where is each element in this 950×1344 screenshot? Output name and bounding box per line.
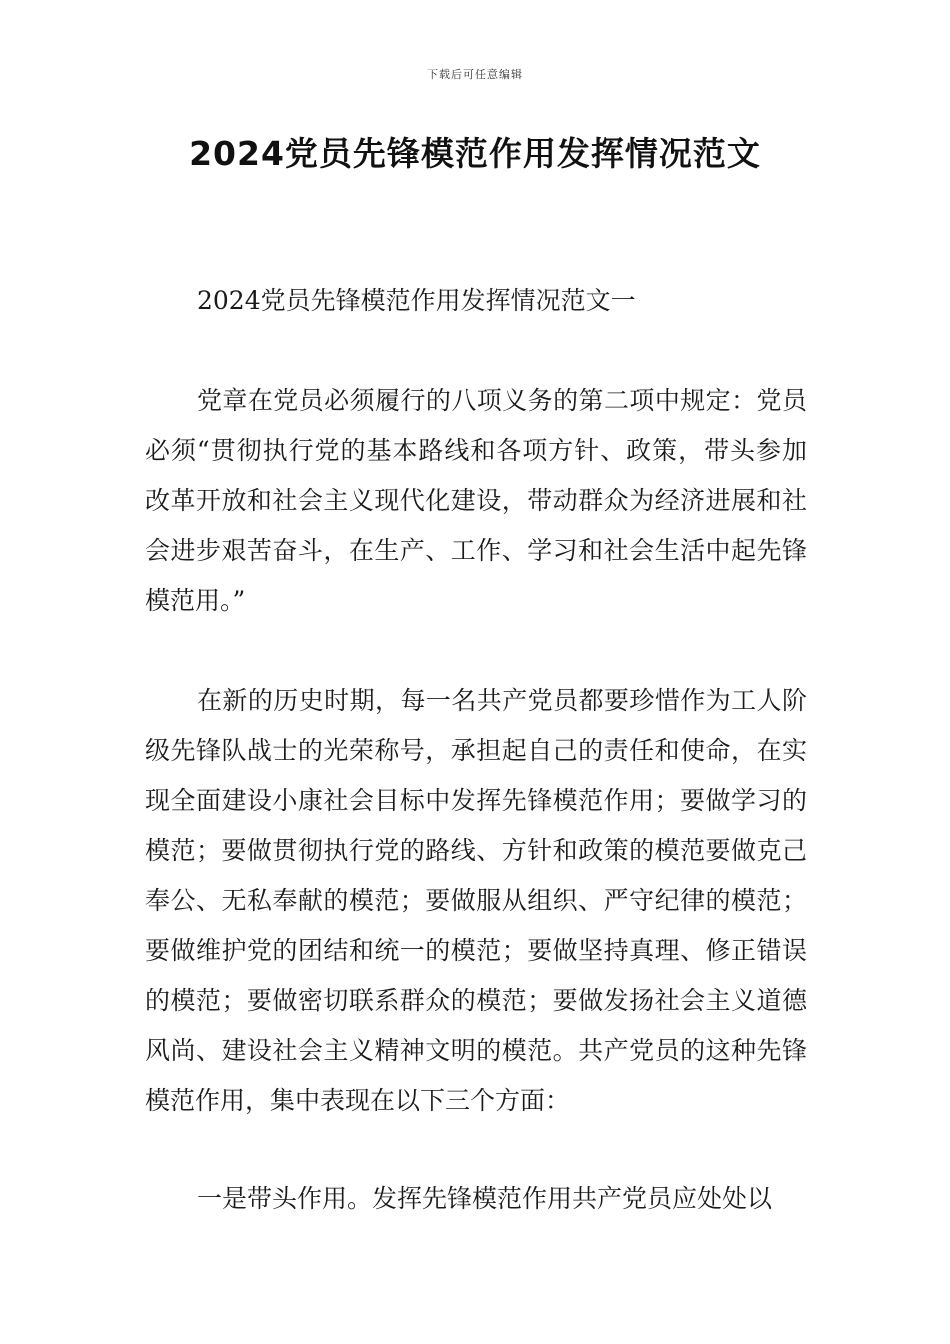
paragraph-3: 一是带头作用。发挥先锋模范作用共产党员应处处以 (197, 1184, 773, 1213)
header-note: 下载后可任意编辑 (427, 68, 523, 81)
document-title: 2024党员先锋模范作用发挥情况范文 (189, 134, 761, 173)
paragraph-1: 党章在党员必须履行的八项义务的第二项中规定：党员必须“贯彻执行党的基本路线和各项方针、政策，带头参加改革开放和社会主义现代化建设，带动群众为经济进展和社会进步艰苦奋斗，在生产、工作、学习和社会生活中起先锋模范用。” (145, 386, 807, 615)
section-subtitle: 2024党员先锋模范作用发挥情况范文一 (197, 286, 636, 315)
paragraph-2: 在新的历史时期，每一名共产党员都要珍惜作为工人阶级先锋队战士的光荣称号，承担起自己的责任和使命，在实现全面建设小康社会目标中发挥先锋模范作用；要做学习的模范；要做贯彻执行党的路线、方针和政策的模范要做克己奉公、无私奉献的模范；要做服从组织、严守纪律的模范；要做维护党的团结和统一的模范；要做坚持真理、修正错误的模范；要做密切联系群众的模范；要做发扬社会主义道德风尚、建设社会主义精神文明的模范。共产党员的这种先锋模范作用，集中表现在以下三个方面： (145, 686, 807, 1115)
